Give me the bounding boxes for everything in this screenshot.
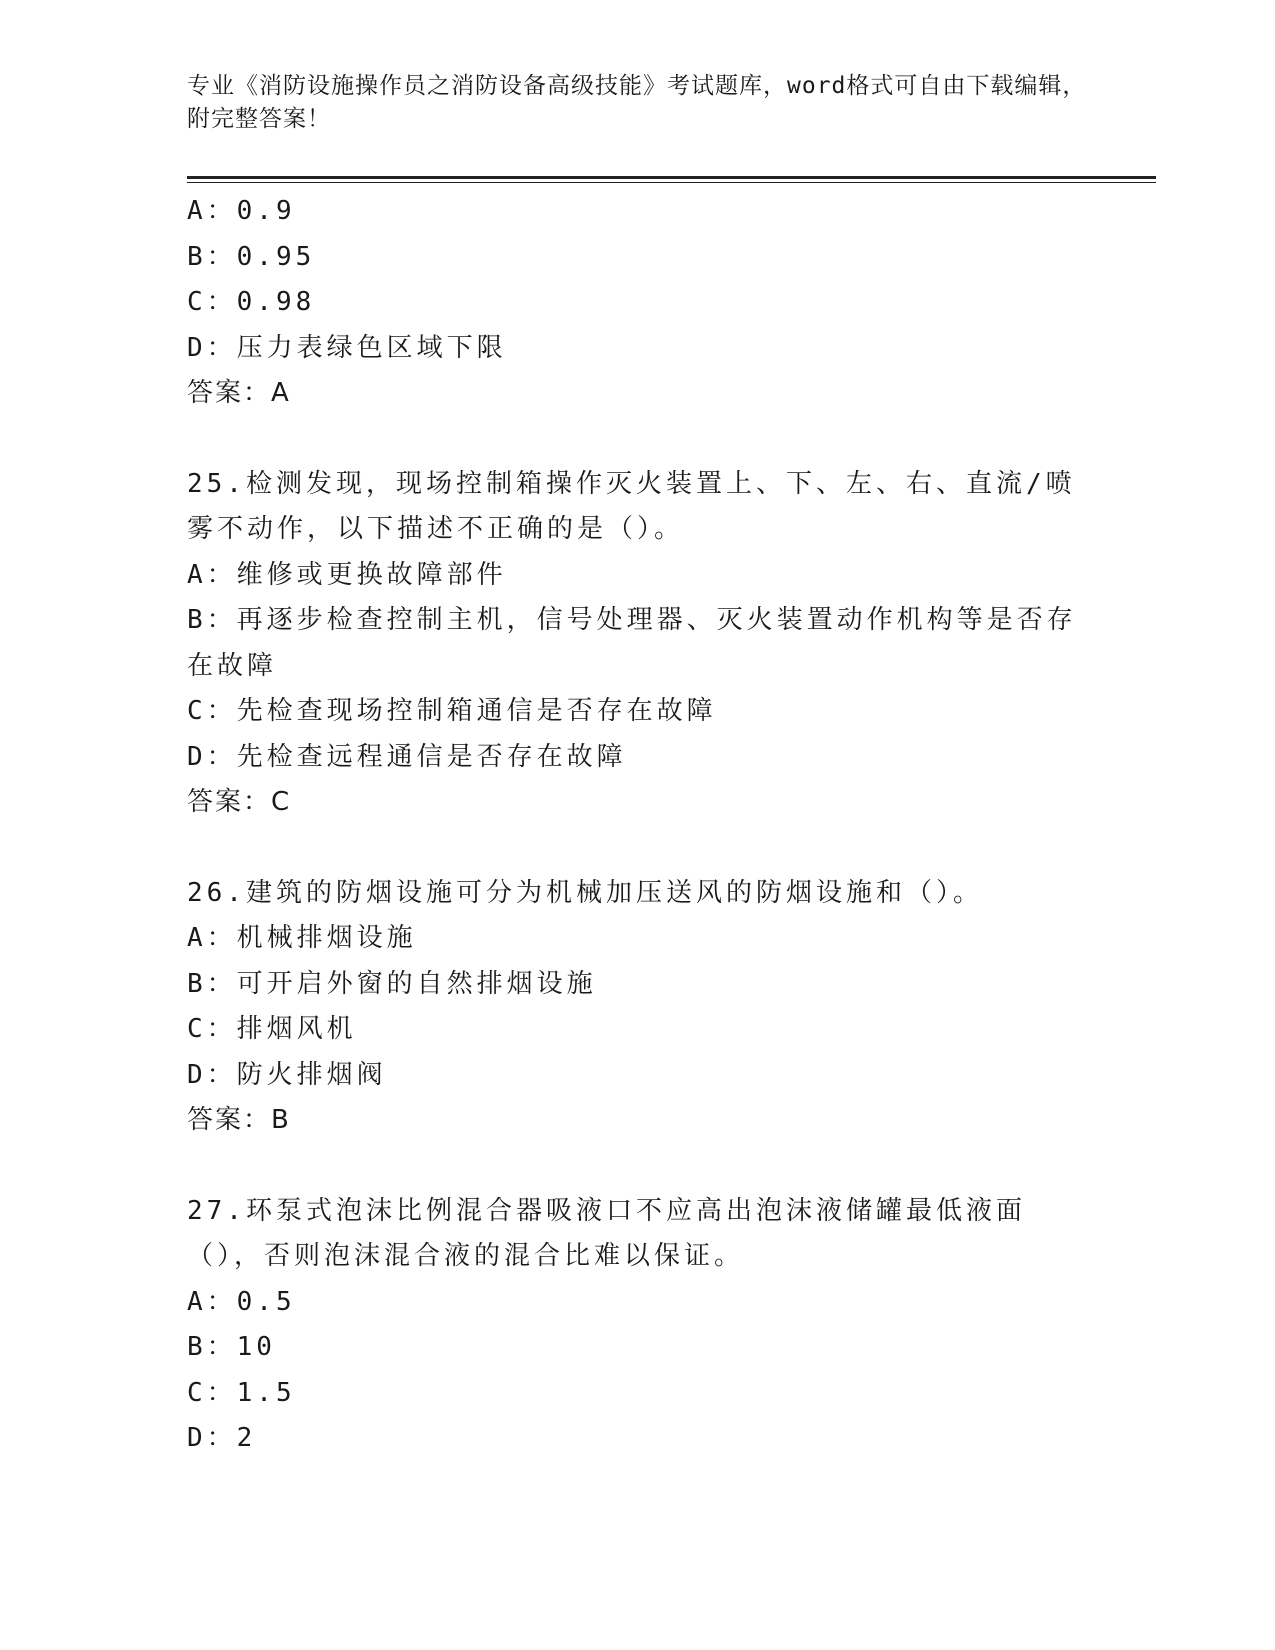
option-c: C：排烟风机 [187,1014,357,1044]
option-b: B：可开启外窗的自然排烟设施 [187,968,597,999]
question-text: 26.建筑的防烟设施可分为机械加压送风的防烟设施和（）。 [187,877,983,908]
option-b: B：再逐步检查控制主机，信号处理器、灭火装置动作机构等是否存在故障 [187,605,1077,681]
question-text: 27.环泵式泡沫比例混合器吸液口不应高出泡沫液储罐最低液面（），否则泡沫混合液的混合比难以保证。 [187,1195,1026,1271]
spacer [187,417,1087,462]
answer-line: 答案：C [187,787,292,817]
question-block-26 [187,871,1087,1144]
question-block-27 [187,1189,1087,1462]
option-a: A：0.9 [187,196,296,226]
option-d: D：先检查远程通信是否存在故障 [187,741,627,772]
option-c: C：0.98 [187,287,316,317]
spacer [187,1144,1087,1189]
question-content [187,189,1087,1462]
previous-question-block [187,189,1087,417]
option-b: B：0.95 [187,241,316,272]
question-text: 25.检测发现，现场控制箱操作灭火装置上、下、左、右、直流/喷雾不动作，以下描述不正确的是（）。 [187,468,1076,544]
answer-line: 答案：A [187,378,291,408]
answer-line: 答案：B [187,1105,291,1135]
option-c: C：先检查现场控制箱通信是否存在故障 [187,696,717,726]
question-block-25 [187,462,1087,826]
option-d: D：2 [187,1423,257,1453]
option-c: C：1.5 [187,1377,296,1408]
option-d: D：防火排烟阀 [187,1059,387,1090]
option-b: B：10 [187,1332,276,1362]
document-header: 专业《消防设施操作员之消防设备高级技能》考试题库，word格式可自由下载编辑，附完整答案！ [187,73,1087,132]
option-a: A：机械排烟设施 [187,923,417,953]
option-a: A：0.5 [187,1286,296,1317]
option-a: A：维修或更换故障部件 [187,559,507,590]
header-divider-thin [187,182,1156,183]
option-d: D：压力表绿色区域下限 [187,332,507,363]
spacer [187,826,1087,871]
header-divider-thick [187,176,1156,179]
